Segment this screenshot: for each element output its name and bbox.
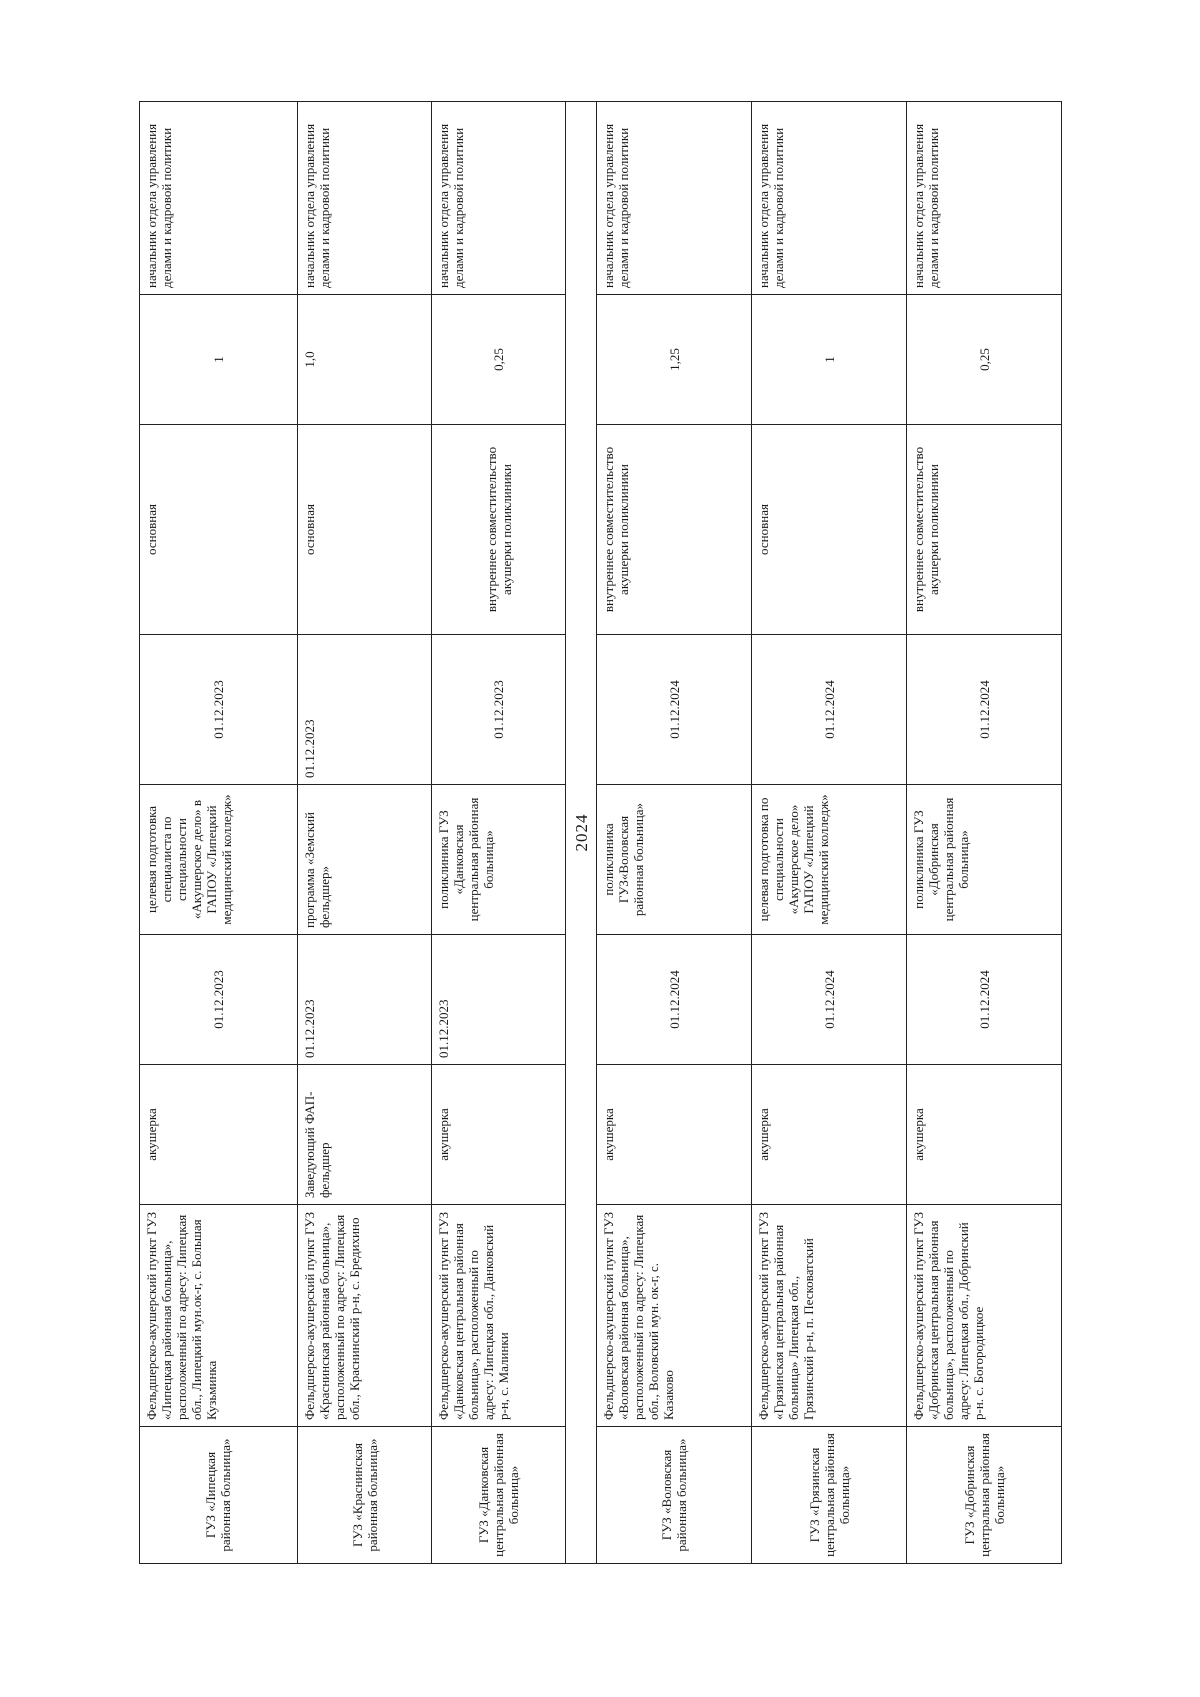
location-cell: Фельдшерско-акушерский пункт ГУЗ «Воловская районная больница», расположенный по адресу: Липецкая обл., Воловский мун. ок-г, с. Казаково	[597, 1205, 752, 1427]
org-cell: ГУЗ «Липецкая районная больница»	[140, 1427, 298, 1564]
rate-cell: 1	[752, 295, 907, 425]
employment-cell: основная	[140, 425, 298, 635]
org-cell: ГУЗ «Воловская районная больница»	[597, 1427, 752, 1564]
table-row	[297, 102, 431, 1564]
responsible-cell: начальник отдела управления делами и кадровой политики	[432, 102, 566, 295]
location-cell: Фельдшерско-акушерский пункт ГУЗ «Липецкая районная больница», расположенный по адресу: Липецкая обл., Липецкий мун.ок-г, с. Большая Кузьминка	[140, 1205, 298, 1427]
end-date-cell: 01.12.2023	[297, 635, 431, 785]
location-cell: Фельдшерско-акушерский пункт ГУЗ «Данковская центральная районная больница», расположенный по адресу: Липецкая обл., Данковский р-н, с. Малинки	[432, 1205, 566, 1427]
end-date-cell: 01.12.2024	[597, 635, 752, 785]
responsible-cell: начальник отдела управления делами и кадровой политики	[907, 102, 1062, 295]
year-label: 2024	[566, 102, 597, 1564]
source-cell: поликлиника ГУЗ«Воловская районная больница»	[597, 785, 752, 935]
table-row	[432, 102, 566, 1564]
position-cell: акушерка	[752, 1065, 907, 1205]
rate-cell: 1	[140, 295, 298, 425]
rate-cell: 0,25	[907, 295, 1062, 425]
source-cell: поликлиника ГУЗ «Данковская центральная районная больница»	[432, 785, 566, 935]
source-cell: целевая подготовка по специальности «Акушерское дело» ГАПОУ «Липецкий медицинский колледж»	[752, 785, 907, 935]
employment-cell: основная	[297, 425, 431, 635]
responsible-cell: начальник отдела управления делами и кадровой политики	[597, 102, 752, 295]
employment-cell: внутреннее совместительство акушерки поликлиники	[907, 425, 1062, 635]
table-row	[140, 102, 298, 1564]
responsible-cell: начальник отдела управления делами и кадровой политики	[297, 102, 431, 295]
end-date-cell: 01.12.2023	[432, 635, 566, 785]
position-cell: акушерка	[432, 1065, 566, 1205]
position-cell: акушерка	[597, 1065, 752, 1205]
org-cell: ГУЗ «Данковская центральная районная больница»	[432, 1427, 566, 1564]
employment-cell: внутреннее совместительство акушерки поликлиники	[432, 425, 566, 635]
start-date-cell: 01.12.2023	[432, 935, 566, 1065]
end-date-cell: 01.12.2024	[752, 635, 907, 785]
employment-cell: основная	[752, 425, 907, 635]
employment-cell: внутреннее совместительство акушерки поликлиники	[597, 425, 752, 635]
source-cell: программа «Земский фельдшер»	[297, 785, 431, 935]
staffing-table	[139, 101, 1062, 1564]
org-cell: ГУЗ «Добринская центральная районная больница»	[907, 1427, 1062, 1564]
start-date-cell: 01.12.2023	[140, 935, 298, 1065]
rotated-page	[139, 102, 1062, 1564]
start-date-cell: 01.12.2023	[297, 935, 431, 1065]
position-cell: Заведующий ФАП-фельдшер	[297, 1065, 431, 1205]
rate-cell: 1,25	[597, 295, 752, 425]
location-cell: Фельдшерско-акушерский пункт ГУЗ «Добринская центральная районная больница», расположенный по адресу: Липецкая обл., Добринский р-н. с. Богородицкое	[907, 1205, 1062, 1427]
rate-cell: 1,0	[297, 295, 431, 425]
table-row	[597, 102, 752, 1564]
year-separator-row	[566, 102, 597, 1564]
table-row	[907, 102, 1062, 1564]
org-cell: ГУЗ «Краснинская районная больница»	[297, 1427, 431, 1564]
source-cell: поликлиника ГУЗ «Добринская центральная районная больница»	[907, 785, 1062, 935]
table-body	[140, 102, 1062, 1564]
responsible-cell: начальник отдела управления делами и кадровой политики	[140, 102, 298, 295]
end-date-cell: 01.12.2023	[140, 635, 298, 785]
position-cell: акушерка	[140, 1065, 298, 1205]
position-cell: акушерка	[907, 1065, 1062, 1205]
start-date-cell: 01.12.2024	[597, 935, 752, 1065]
table-row	[752, 102, 907, 1564]
source-cell: целевая подготовка специалиста по специальности «Акушерское дело» в ГАПОУ «Липецкий медицинский колледж»	[140, 785, 298, 935]
start-date-cell: 01.12.2024	[752, 935, 907, 1065]
end-date-cell: 01.12.2024	[907, 635, 1062, 785]
responsible-cell: начальник отдела управления делами и кадровой политики	[752, 102, 907, 295]
org-cell: ГУЗ «Грязинская центральная районная больница»	[752, 1427, 907, 1564]
rate-cell: 0,25	[432, 295, 566, 425]
start-date-cell: 01.12.2024	[907, 935, 1062, 1065]
location-cell: Фельдшерско-акушерский пункт ГУЗ «Грязинская центральная районная больница» Липецкая обл., Грязинский р-н, п. Песковатский	[752, 1205, 907, 1427]
location-cell: Фельдшерско-акушерский пункт ГУЗ «Краснинская районная больница», расположенный по адресу: Липецкая обл., Краснинский р-н, с. Бредихино	[297, 1205, 431, 1427]
